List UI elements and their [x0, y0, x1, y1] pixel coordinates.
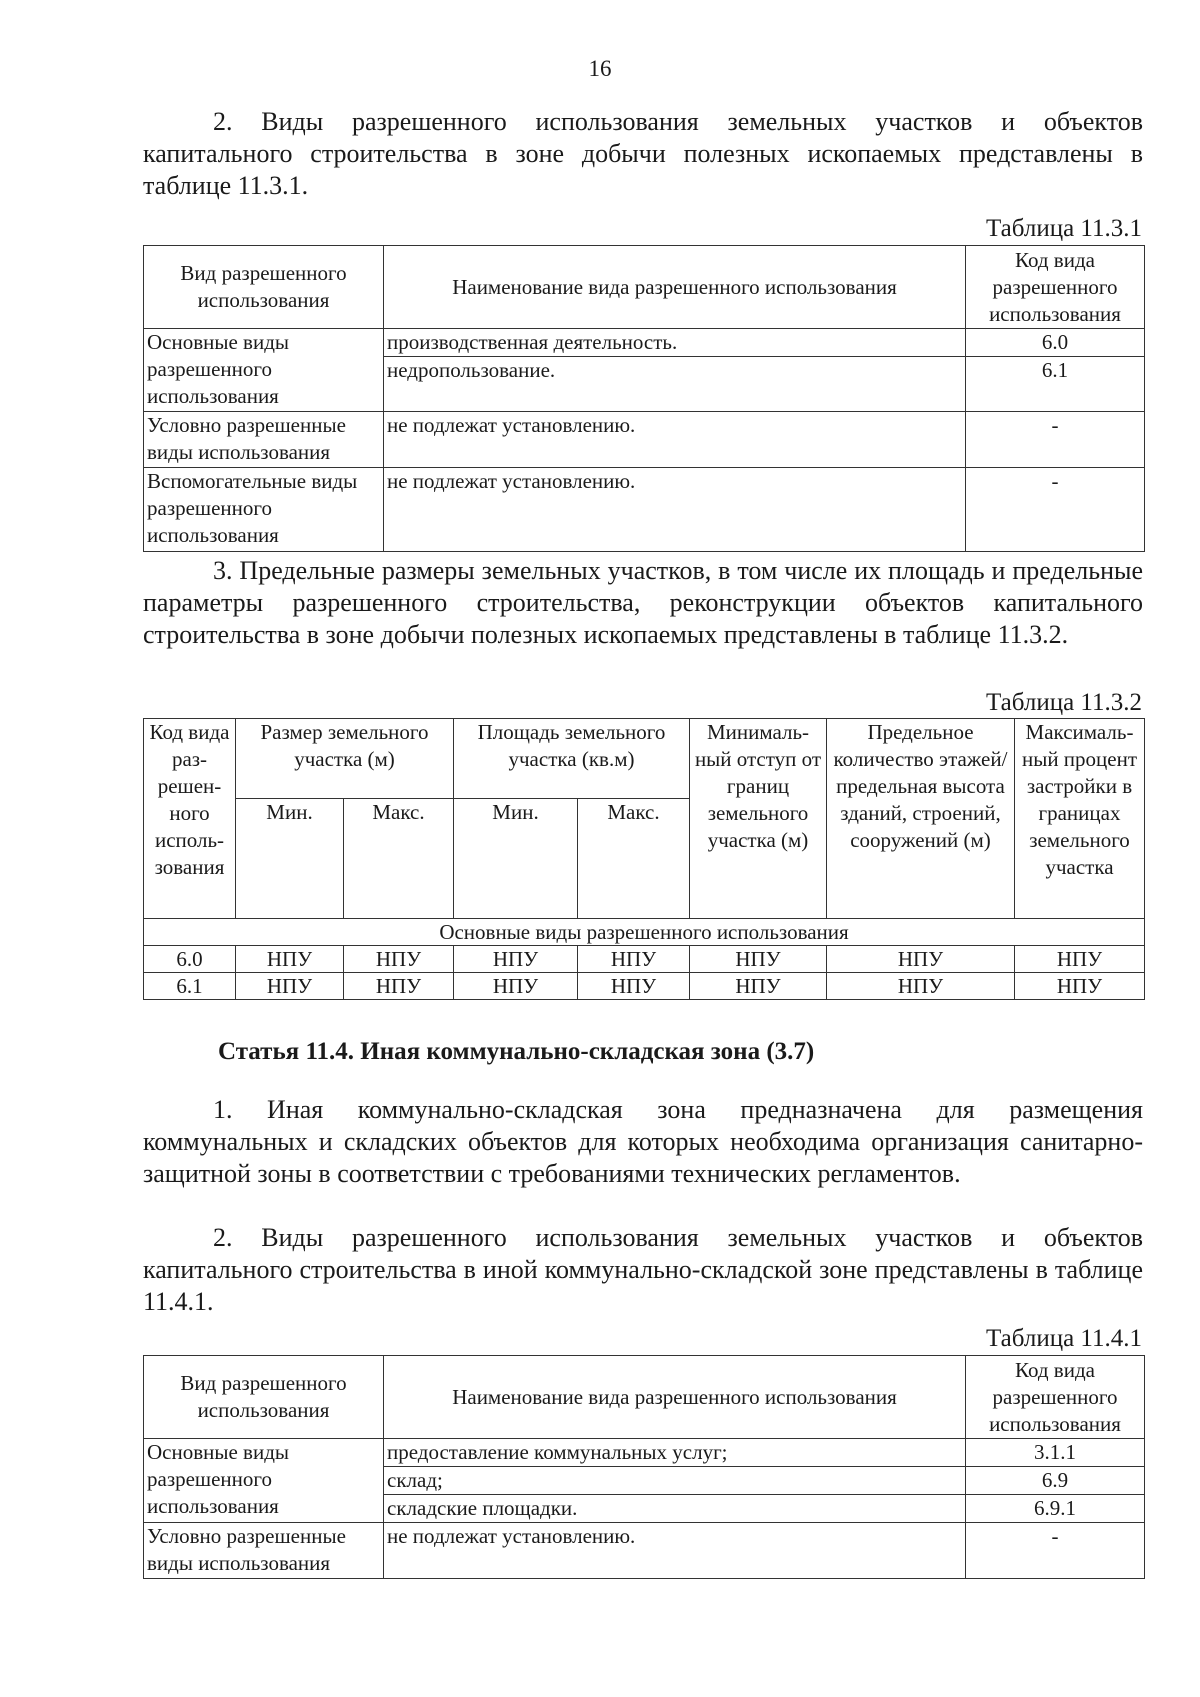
header-cell: Код вида разрешенного использования	[966, 246, 1145, 329]
header-code: Код вида раз-решен-ного исполь-зования	[144, 719, 236, 919]
table-cell-name: производственная деятельность.	[384, 329, 966, 357]
table-cell: НПУ	[578, 946, 690, 973]
table-cell-code: -	[966, 468, 1145, 552]
header-offset: Минималь-ный отступ от границ земельного участка (м)	[690, 719, 827, 919]
header-area-max: Макс.	[578, 799, 690, 919]
paragraph-11-3-2: 2. Виды разрешенного использования земельных участков и объектов капитального строительства в зоне добычи полезных ископаемых представлены в таблице 11.3.1.	[143, 107, 1143, 200]
header-floors: Предельное количество этажей/ предельная высота зданий, строений, сооружений (м)	[827, 719, 1015, 919]
group-cell-main: Основные виды разрешенного использования	[144, 329, 384, 412]
table-cell: НПУ	[454, 973, 578, 1000]
table-cell-name: складские площадки.	[384, 1495, 966, 1523]
table-11-3-1	[143, 245, 1145, 552]
table-cell: НПУ	[690, 946, 827, 973]
header-cell: Вид разрешенного использования	[144, 1356, 384, 1439]
table-cell-code: 6.9.1	[966, 1495, 1145, 1523]
table-cell-code: 3.1.1	[966, 1439, 1145, 1467]
header-size-min: Мин.	[236, 799, 344, 919]
table-cell-name: не подлежат установлению.	[384, 412, 966, 468]
table-cell-name: склад;	[384, 1467, 966, 1495]
table-cell: НПУ	[236, 946, 344, 973]
header-cell: Наименование вида разрешенного использования	[384, 1356, 966, 1439]
table-row	[144, 973, 1145, 1000]
table-caption-11-3-2: Таблица 11.3.2	[986, 689, 1142, 716]
header-size: Размер земельного участка (м)	[236, 719, 454, 799]
table-cell: НПУ	[827, 973, 1015, 1000]
table-caption-11-4-1: Таблица 11.4.1	[986, 1325, 1142, 1352]
table-cell-code: 6.9	[966, 1467, 1145, 1495]
table-11-4-1	[143, 1355, 1145, 1579]
table-cell-name: недропользование.	[384, 357, 966, 412]
header-area: Площадь земельного участка (кв.м)	[454, 719, 690, 799]
group-cell-auxiliary: Вспомогательные виды разрешенного использования	[144, 468, 384, 552]
table-cell: НПУ	[1015, 946, 1145, 973]
table-cell: 6.0	[144, 946, 236, 973]
table-cell: НПУ	[344, 973, 454, 1000]
table-cell: 6.1	[144, 973, 236, 1000]
table-cell: НПУ	[344, 946, 454, 973]
table-cell-name: не подлежат установлению.	[384, 468, 966, 552]
table-cell: НПУ	[827, 946, 1015, 973]
table-cell-name: не подлежат установлению.	[384, 1523, 966, 1579]
header-cell: Код вида разрешенного использования	[966, 1356, 1145, 1439]
section-label-row: Основные виды разрешенного использования	[144, 919, 1145, 946]
table-cell-code: 6.0	[966, 329, 1145, 357]
header-cell: Вид разрешенного использования	[144, 246, 384, 329]
table-cell-code: -	[966, 1523, 1145, 1579]
header-cell: Наименование вида разрешенного использования	[384, 246, 966, 329]
section-heading-11-4: Статья 11.4. Иная коммунально-складская зона (3.7)	[218, 1038, 815, 1065]
group-cell-conditional: Условно разрешенные виды использования	[144, 1523, 384, 1579]
table-cell: НПУ	[690, 973, 827, 1000]
table-cell: НПУ	[236, 973, 344, 1000]
table-cell: НПУ	[1015, 973, 1145, 1000]
header-percent: Максималь-ный процент застройки в границах земельного участка	[1015, 719, 1145, 919]
table-11-3-2	[143, 718, 1145, 1000]
page-number: 16	[588, 56, 612, 81]
group-cell-conditional: Условно разрешенные виды использования	[144, 412, 384, 468]
table-cell: НПУ	[578, 973, 690, 1000]
table-caption-11-3-1: Таблица 11.3.1	[986, 215, 1142, 242]
table-row	[144, 946, 1145, 973]
paragraph-11-3-3: 3. Предельные размеры земельных участков, в том числе их площадь и предельные параметры разрешенного строительства, реконструкции объектов капитального строительства в зоне добычи полезных ископаемых представлены в таблице 11.3.2.	[143, 556, 1143, 649]
header-size-max: Макс.	[344, 799, 454, 919]
header-area-min: Мин.	[454, 799, 578, 919]
table-cell-code: 6.1	[966, 357, 1145, 412]
table-cell-name: предоставление коммунальных услуг;	[384, 1439, 966, 1467]
paragraph-11-4-1: 1. Иная коммунально-складская зона предназначена для размещения коммунальных и складских объектов для которых необходима организация санитарно-защитной зоны в соответствии с требованиями технических регламентов.	[143, 1095, 1143, 1188]
table-cell: НПУ	[454, 946, 578, 973]
paragraph-11-4-2: 2. Виды разрешенного использования земельных участков и объектов капитального строительства в иной коммунально-складской зоне представлены в таблице 11.4.1.	[143, 1223, 1143, 1316]
table-cell-code: -	[966, 412, 1145, 468]
group-cell-main: Основные виды разрешенного использования	[144, 1439, 384, 1523]
